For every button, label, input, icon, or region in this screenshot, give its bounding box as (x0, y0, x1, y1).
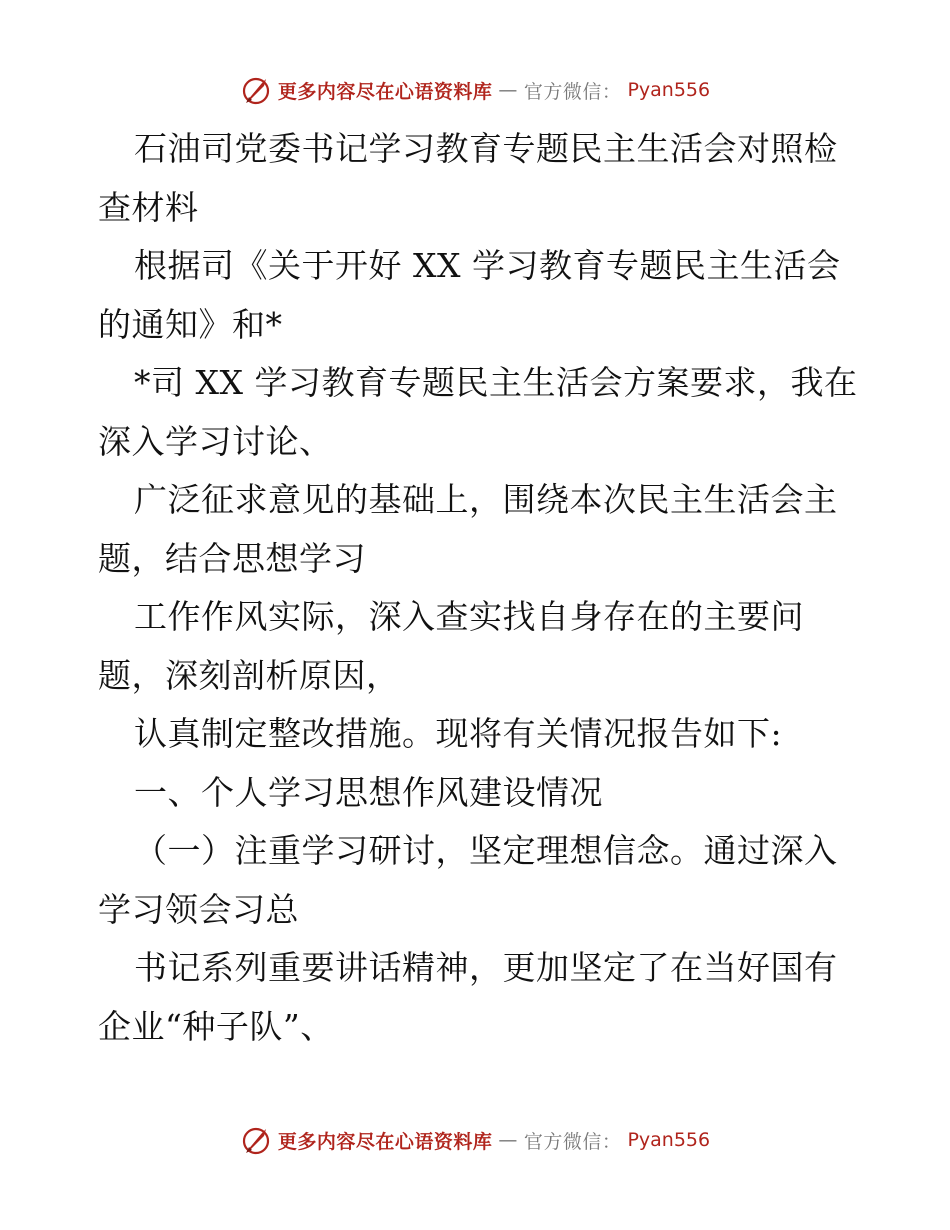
watermark-separator: — (498, 79, 518, 101)
section-heading: 一、个人学习思想作风建设情况 (134, 772, 603, 812)
document-body (98, 120, 858, 1056)
quill-pen-logo-icon (240, 74, 272, 106)
quill-pen-logo-icon (240, 1124, 272, 1156)
watermark-brand-text: 更多内容尽在心语资料库 (277, 80, 493, 103)
paragraph: 书记系列重要讲话精神，更加坚定了在当好国有企业“种子队”、 (98, 948, 838, 1046)
paragraph: 广泛征求意见的基础上，围绕本次民主生活会主题，结合思想学习 (98, 480, 838, 578)
watermark-wechat-id: Pyan556 (627, 79, 711, 101)
watermark-wechat-label: 官方微信： (523, 80, 622, 103)
document-title: 石油司党委书记学习教育专题民主生活会对照检查材料 (98, 129, 838, 227)
paragraph: *司 XX 学习教育专题民主生活会方案要求，我在深入学习讨论、 (98, 363, 858, 461)
watermark-brand-text: 更多内容尽在心语资料库 (277, 1130, 493, 1153)
paragraph: 工作作风实际，深入查实找自身存在的主要问题，深刻剖析原因， (98, 597, 804, 695)
paragraph: 认真制定整改措施。现将有关情况报告如下: (134, 714, 783, 753)
watermark-wechat-label: 官方微信： (523, 1130, 622, 1153)
watermark-separator: — (498, 1129, 518, 1151)
footer-watermark (0, 1120, 950, 1160)
paragraph: （一）注重学习研讨，坚定理想信念。通过深入学习领会习总 (98, 831, 838, 929)
paragraph: 根据司《关于开好 XX 学习教育专题民主生活会的通知》和* (98, 246, 841, 344)
watermark-wechat-id: Pyan556 (627, 1129, 711, 1151)
header-watermark (0, 70, 950, 110)
